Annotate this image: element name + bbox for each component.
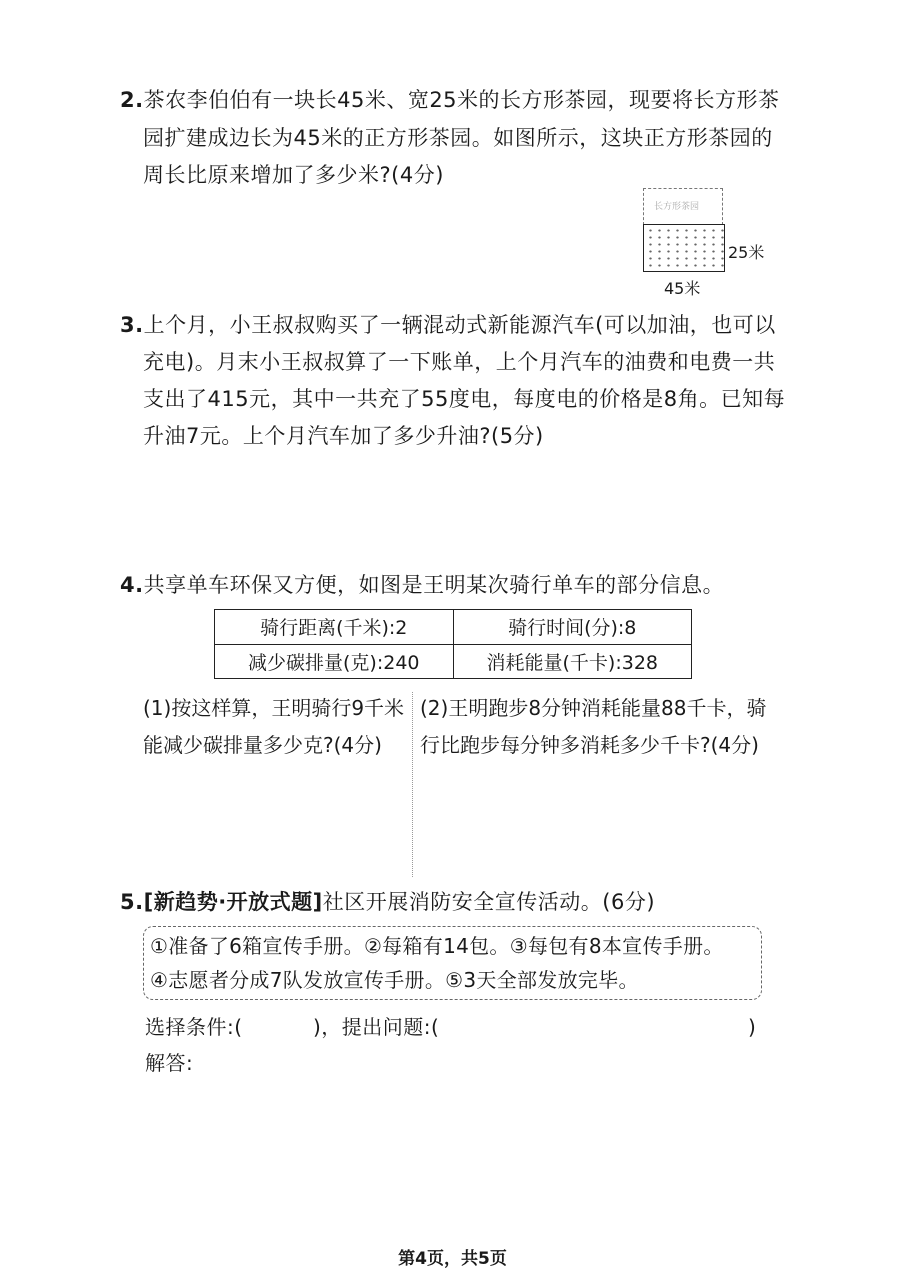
condition-line-1: ①准备了6箱宣传手册。②每箱有14包。③每包有8本宣传手册。 (150, 934, 724, 958)
expansion-area (643, 188, 723, 225)
column-divider (412, 692, 413, 877)
tea-garden-figure (643, 188, 725, 272)
q5-intro: 5.[新趋势·开放式题]社区开展消防安全宣传活动。(6分) (120, 890, 656, 914)
q3-line-4: 升油7元。上个月汽车加了多少升油?(5分) (143, 424, 544, 448)
table-cell: 消耗能量(千卡):328 (453, 644, 692, 679)
q4-sub1-line-2: 能减少碳排量多少克?(4分) (143, 733, 382, 757)
q2-number: 2. (120, 88, 144, 112)
q2-line-1: 2.茶农李伯伯有一块长45米、宽25米的长方形茶园，现要将长方形茶 (120, 88, 780, 112)
q4-number: 4. (120, 573, 144, 597)
q3-line-1: 3.上个月，小王叔叔购买了一辆混动式新能源汽车(可以加油，也可以 (120, 313, 776, 337)
answer-label: 解答: (145, 1051, 194, 1075)
figure-watermark: 长方形茶园 (654, 202, 700, 212)
q5-number: 5. (120, 890, 144, 914)
q3-number: 3. (120, 313, 144, 337)
q2-line-2: 园扩建成边长为45米的正方形茶园。如图所示，这块正方形茶园的 (143, 126, 773, 150)
q3-line-2: 充电)。月末小王叔叔算了一下账单，上个月汽车的油费和电费一共 (143, 350, 776, 374)
width-label: 25米 (728, 243, 765, 262)
q3-line-3: 支出了415元，其中一共充了55度电，每度电的价格是8角。已知每 (143, 387, 786, 411)
ask-question-label: )，提出问题:( (313, 1015, 440, 1039)
length-label: 45米 (664, 279, 701, 298)
original-rectangle (643, 224, 725, 272)
q4-sub2-line-1: (2)王明跑步8分钟消耗能量88千卡，骑 (420, 696, 767, 720)
table-cell: 减少碳排量(克):240 (215, 644, 454, 679)
table-row (215, 644, 692, 679)
q2-line-3: 周长比原来增加了多少米?(4分) (143, 163, 444, 187)
table-cell: 骑行时间(分):8 (453, 610, 692, 645)
table-row (215, 610, 692, 645)
condition-line-2: ④志愿者分成7队发放宣传手册。⑤3天全部发放完毕。 (150, 968, 639, 992)
q4-sub1-line-1: (1)按这样算，王明骑行9千米 (143, 696, 405, 720)
ride-info-table (214, 609, 692, 679)
close-paren: ) (748, 1015, 757, 1039)
q4-intro: 4.共享单车环保又方便，如图是王明某次骑行单车的部分信息。 (120, 573, 725, 597)
q4-sub2-line-2: 行比跑步每分钟多消耗多少千卡?(4分) (420, 733, 759, 757)
page-number: 第4页，共5页 (398, 1249, 507, 1269)
table-cell: 骑行距离(千米):2 (215, 610, 454, 645)
q5-tag: [新趋势·开放式题] (143, 890, 323, 914)
choose-condition-label: 选择条件:( (145, 1015, 243, 1039)
